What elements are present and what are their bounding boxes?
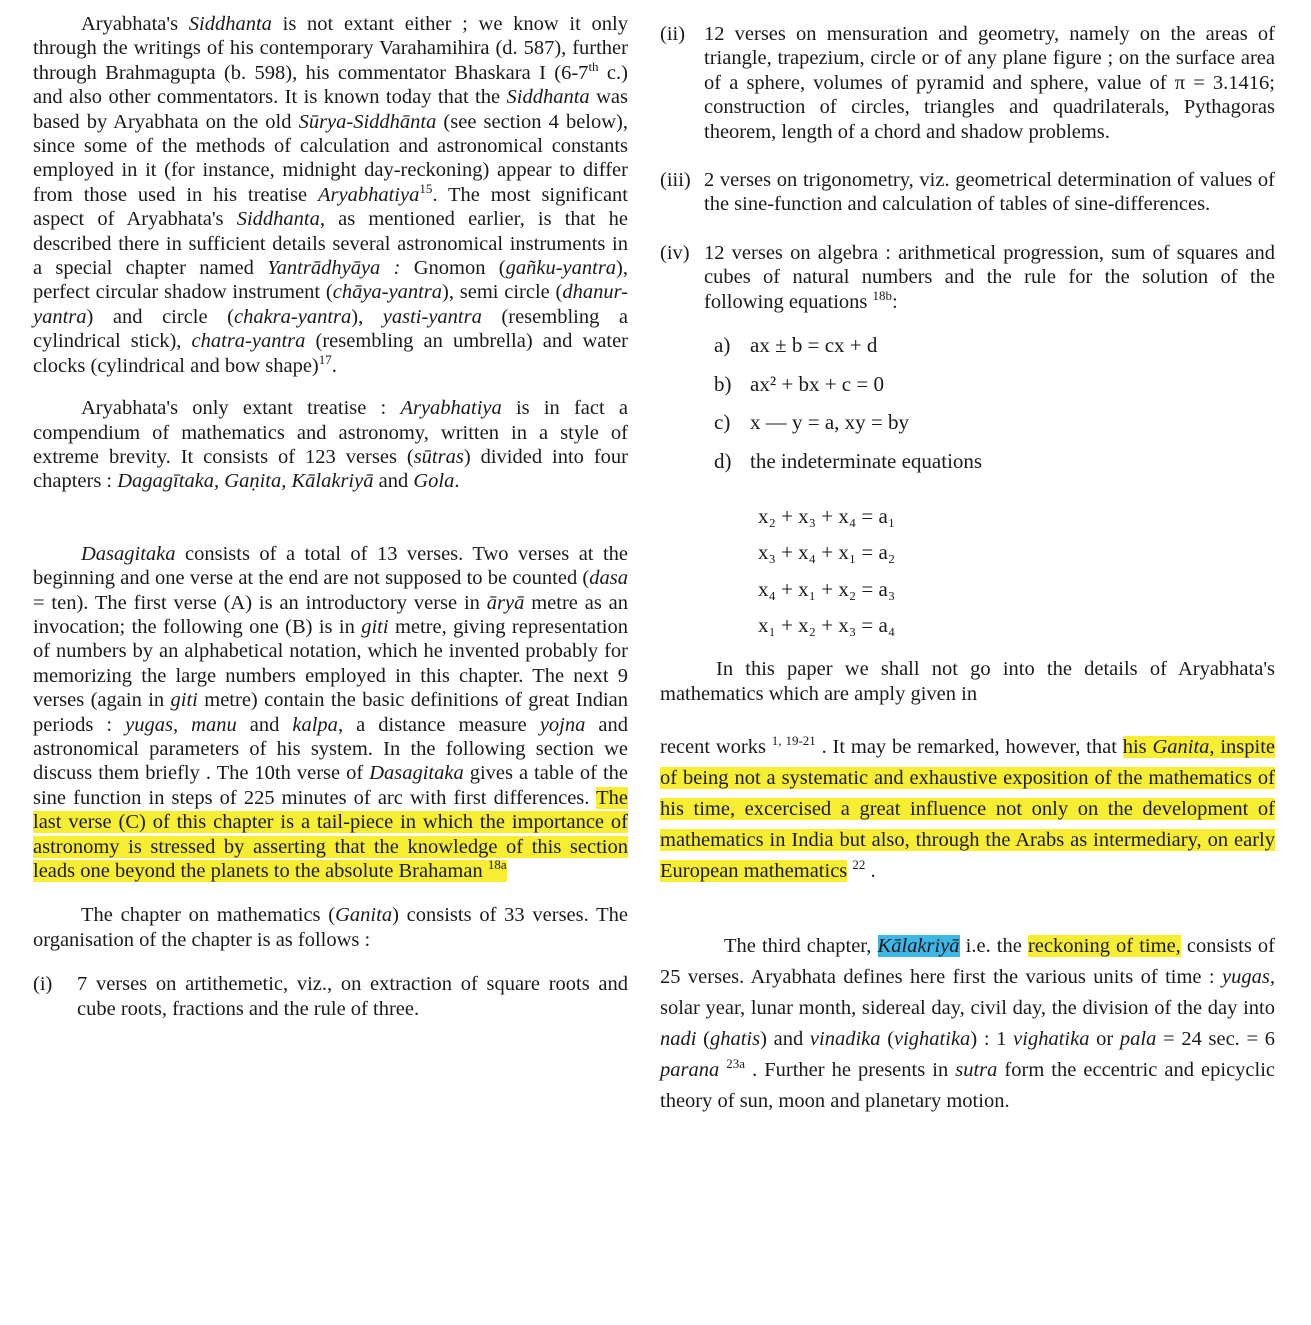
system-row: x₄ + x₁ + x₂ = a₃ [758, 576, 896, 601]
highlight-reckoning-of-time: reckoning of time, [1027, 935, 1181, 958]
highlight-last-verse: The last verse (C) of this chapter is a tail-piece in which the importance of astronomy is stressed by asserting that the knowledge of this section leads one beyond the planets to the absolute Brahaman $^{18a}$ [33, 786, 628, 882]
highlight-kalakriya: Kālakriyā [877, 935, 960, 958]
paragraph-recent-works: recent works $^{1, 19-21}$ . It may be remarked, however, that his Ganita, inspite of being not a systematic and exhaustive exposition of the mathematics of his time, excercised a great influence not only on the development of mathematics in India but also, through the Arabs as intermediary, on early European mathematics $^{22}$ . [660, 733, 1275, 883]
paragraph-kalakriya: The third chapter, Kālakriyā i.e. the reckoning of time, consists of 25 verses. Aryabhata defines here first the various units of time : yugas, solar year, lunar month, sidereal day, civil day, the division of the day into nadi (ghatis) and vinadika (vighatika) : 1 vighatika or pala = 24 sec. = 6 parana $^{23a}$ . Further he presents in sutra form the eccentric and epicyclic theory of sun, moon and planetary motion. [660, 935, 1276, 1113]
paragraph-ganita: The chapter on mathematics (Ganita) consists of 33 verses. The organisation of the chapter is as follows : [33, 904, 629, 951]
equation-d: d) the indeterminate equations [714, 448, 983, 473]
highlight-ganita-influence: his Ganita, inspite of being not a systematic and exhaustive exposition of the mathematics of his time, excercised a great influence not only on the development of mathematics in India but also, through the Arabs as intermediary, on early European mathematics [660, 736, 1275, 883]
list-item-mensuration: (ii) 12 verses on mensuration and geometry, namely on the areas of triangle, trapezium, circle or of any plane figure ; on the surface area of a sphere, volumes of pyramid and sphere, value of π = 3.1416; construction of circles, triangles and quadrilaterals, Pythagoras theorem, length of a chord and shadow problems. [660, 23, 1275, 143]
equation-c: c) x — y = a, xy = by [714, 410, 910, 435]
paragraph-aryabhatiya: Aryabhata's only extant treatise : Aryabhatiya is in fact a compendium of mathematics and astronomy, written in a style of extreme brevity. It consists of 123 verses (sūtras) divided into four chapters : Dagagītaka, Gaṇita, Kālakriyā and Gola. [33, 397, 628, 493]
list-item-trigonometry: (iii) 2 verses on trigonometry, viz. geometrical determination of values of the sine-function and calculation of tables of sine-differences. [660, 169, 1275, 216]
list-item-algebra: (iv) 12 verses on algebra : arithmetical progression, sum of squares and cubes of natural numbers and the rule for the solution of the following equations $^{18b}$: [660, 241, 1275, 313]
list-item-arithmetic: (i) 7 verses on artithemetic, viz., on extraction of square roots and cube roots, fractions and the rule of three. [33, 973, 628, 1020]
paragraph-details: In this paper we shall not go into the details of Aryabhata's mathematics which are amply given in [660, 658, 1275, 705]
paragraph-siddhanta: Aryabhata's Siddhanta is not extant either ; we know it only through the writings of his contemporary Varahamihira (d. 587), further through Brahmagupta (b. 598), his commentator Bhaskara I (6-7th c.) and also other commentators. It is known today that the Siddhanta was based by Aryabhata on the old Sūrya-Siddhānta (see section 4 below), since some of the methods of calculation and astronomical constants employed in it (for instance, midnight day-reckoning) appear to differ from those used in his treatise Aryabhatiya$^{15}$. The most significant aspect of Aryabhata's Siddhanta, as mentioned earlier, is that he described there in sufficient details several astronomical instruments in a special chapter named Yantrādhyāya : Gnomon (gañku-yantra), perfect circular shadow instrument (chāya-yantra), semi circle (dhanur-yantra) and circle (chakra-yantra), yasti-yantra (resembling a cylindrical stick), chatra-yantra (resembling an umbrella) and water clocks (cylindrical and bow shape)$^{17}$. [33, 13, 628, 377]
equation-list [660, 326, 1275, 480]
paragraph-dasagitaka: Dasagitaka consists of a total of 13 verses. Two verses at the beginning and one verse at the end are not supposed to be counted (dasa = ten). The first verse (A) is an introductory verse in āryā metre as an invocation; the following one (B) is in giti metre, giving representation of numbers by an alphabetical notation, which he invented probably for memorizing the large numbers employed in this chapter. The next 9 verses (again in giti metre) contain the basic definitions of great Indian periods : yugas, manu and kalpa, a distance measure yojna and astronomical parameters of his system. In the following section we discuss them briefly . The 10th verse of Dasagitaka gives a table of the sine function in steps of 225 minutes of arc with first differences. The last verse (C) of this chapter is a tail-piece in which the importance of astronomy is stressed by asserting that the knowledge of this section leads one beyond the planets to the absolute Brahaman $^{18a}$ [33, 542, 629, 882]
system-row: x₃ + x₄ + x₁ = a₂ [758, 540, 896, 565]
system-row: x₂ + x₃ + x₄ = a₁ [758, 504, 896, 529]
equation-b: b) ax² + bx + c = 0 [714, 371, 884, 396]
right-column [660, 0, 1275, 1117]
equation-system [660, 498, 1275, 643]
left-column [33, 0, 628, 1021]
system-row: x₁ + x₂ + x₃ = a₄ [758, 612, 896, 637]
equation-a: a) ax ± b = cx + d [714, 333, 878, 358]
